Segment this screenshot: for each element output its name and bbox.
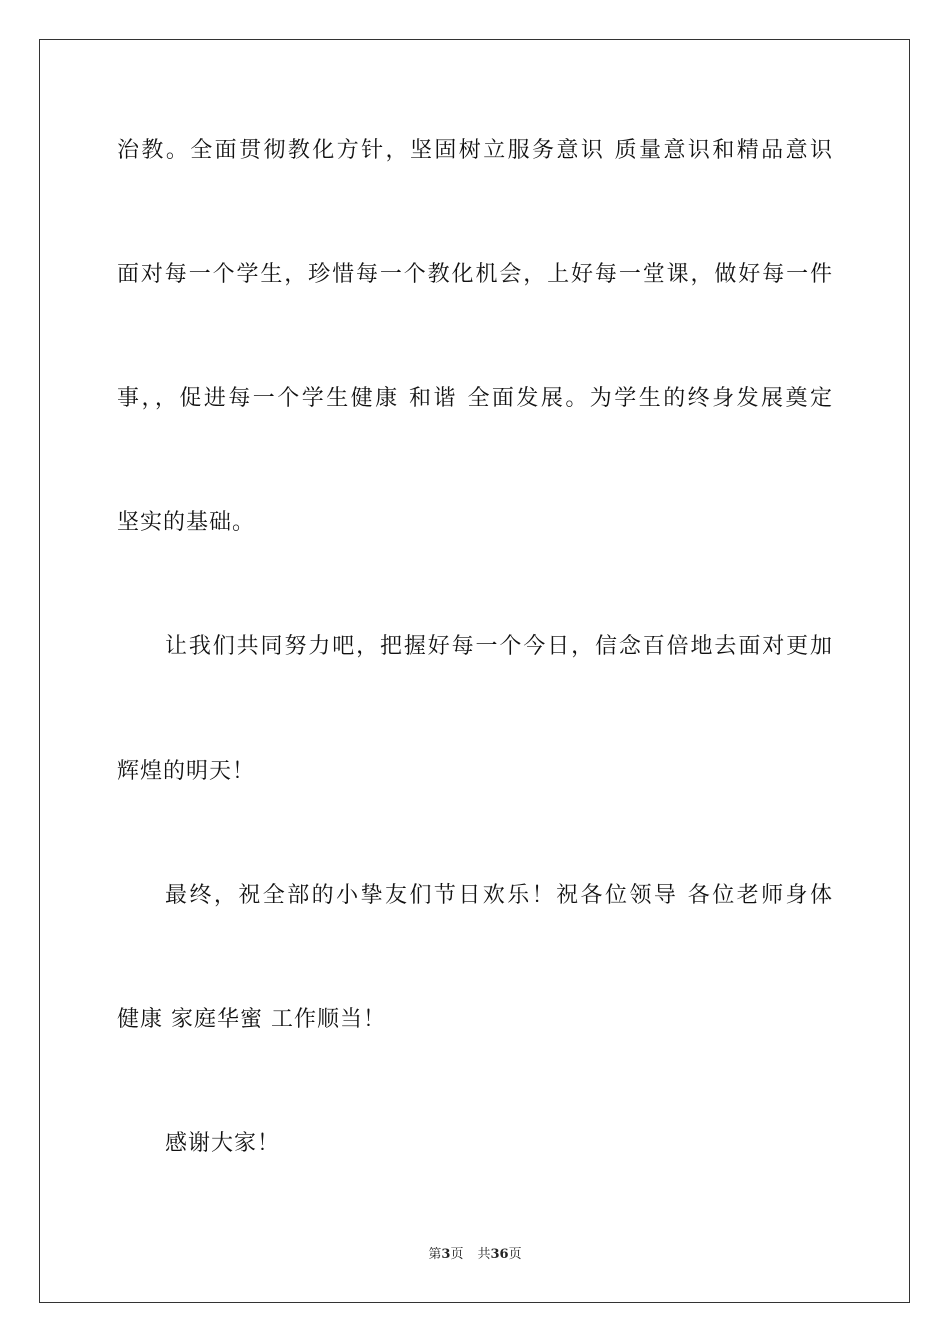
footer-total-suffix: 页	[508, 1247, 522, 1262]
paragraph-line-6: 辉煌的明天！	[117, 759, 256, 784]
paragraph-line-4: 坚实的基础。	[117, 510, 256, 535]
page-footer	[0, 1246, 950, 1264]
paragraph-line-1: 治教。全面贯彻教化方针，坚固树立服务意识 质量意识和精品意识	[117, 138, 833, 163]
paragraph-line-2: 面对每一个学生，珍惜每一个教化机会，上好每一堂课，做好每一件	[117, 262, 833, 287]
paragraph-line-7: 最终，祝全部的小挚友们节日欢乐！祝各位领导 各位老师身体	[165, 883, 833, 908]
footer-total-prefix: 共	[477, 1247, 491, 1262]
paragraph-line-8: 健康 家庭华蜜 工作顺当！	[117, 1007, 386, 1032]
page-frame	[39, 39, 910, 1303]
footer-total-pages: 36	[490, 1247, 509, 1262]
footer-page-number: 3	[441, 1247, 451, 1262]
footer-page-suffix: 页	[450, 1247, 464, 1262]
paragraph-line-9: 感谢大家！	[165, 1131, 281, 1156]
footer-page-prefix: 第	[428, 1247, 442, 1262]
paragraph-line-5: 让我们共同努力吧，把握好每一个今日，信念百倍地去面对更加	[165, 634, 833, 659]
paragraph-line-3: 事，，促进每一个学生健康 和谐 全面发展。为学生的终身发展奠定	[117, 386, 833, 411]
